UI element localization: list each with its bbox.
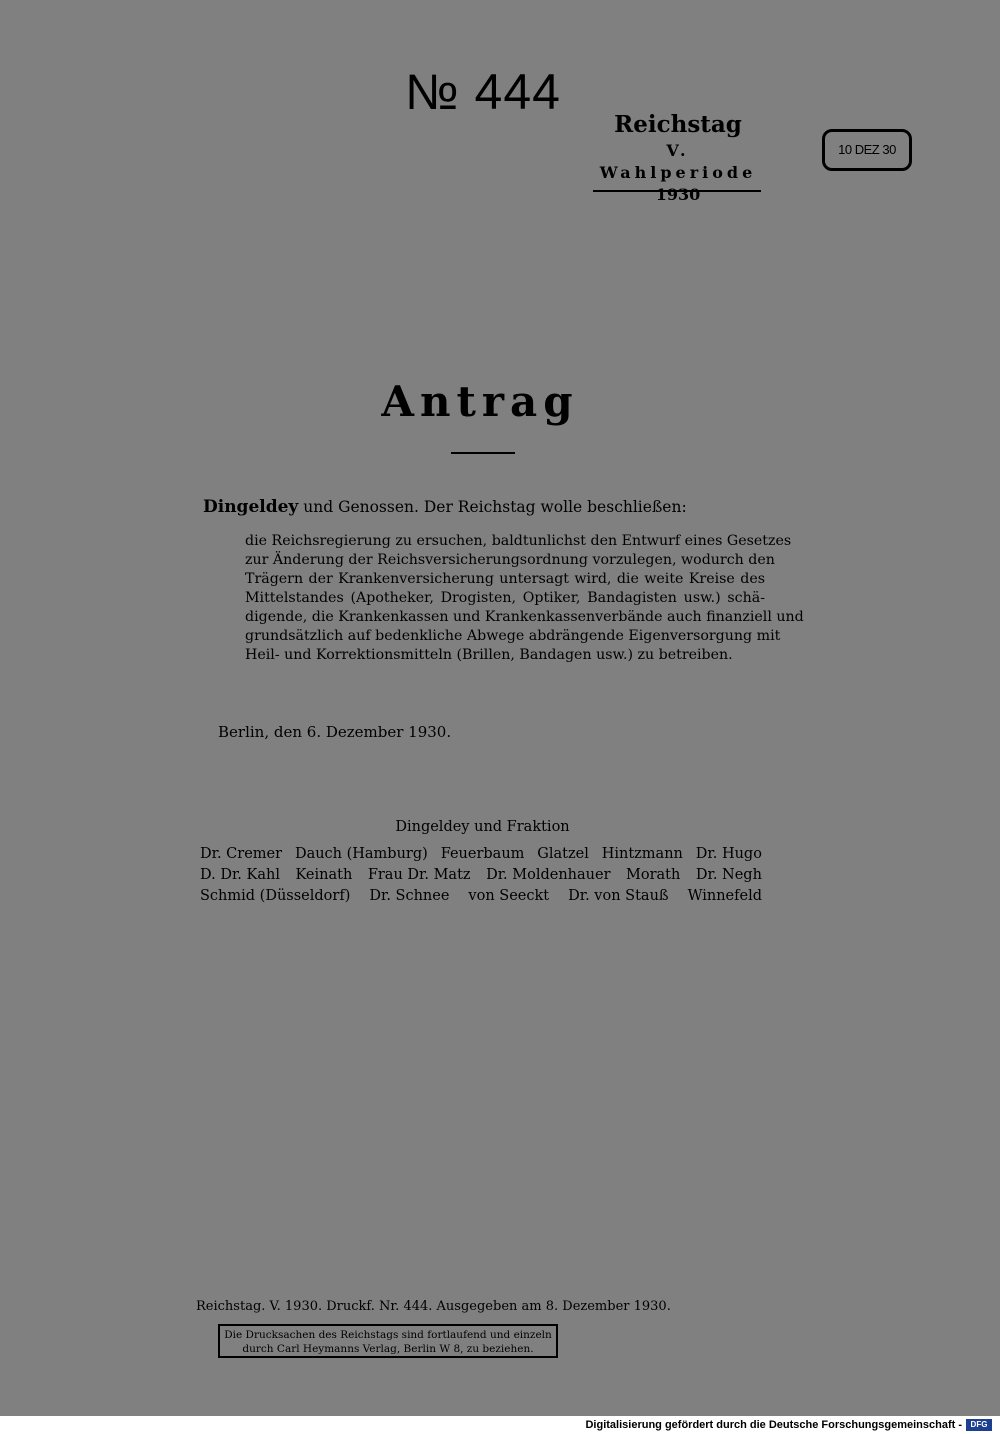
funding-credit: Digitalisierung gefördert durch die Deutsche Forschungsgemeinschaft - bbox=[585, 1419, 962, 1431]
header-divider bbox=[593, 190, 761, 192]
signatory: Dr. Hugo bbox=[695, 846, 762, 862]
intro-text: und Genossen. Der Reichstag wolle beschließen: bbox=[303, 498, 687, 516]
year-label: 1930 bbox=[655, 185, 701, 204]
signature-row bbox=[200, 886, 762, 906]
signatory: Morath bbox=[626, 867, 681, 883]
body-line: die Reichsregierung zu ersuchen, baldtunlichst den Entwurf eines Gesetzes bbox=[245, 533, 792, 549]
signature-row bbox=[200, 844, 762, 864]
body-line: zur Änderung der Reichsversicherungsordnung vorzulegen, wodurch den bbox=[245, 552, 775, 568]
signatory: Frau Dr. Matz bbox=[367, 867, 471, 883]
document-number: № 444 bbox=[405, 64, 561, 120]
proposer-name: Dingeldey bbox=[203, 497, 299, 517]
motion-body bbox=[245, 532, 804, 665]
signatory: Feuerbaum bbox=[440, 846, 525, 862]
date-line: Berlin, den 6. Dezember 1930. bbox=[218, 723, 452, 741]
signatory: Schmid (Düsseldorf) bbox=[200, 888, 351, 904]
signatory: Dr. Cremer bbox=[200, 846, 283, 862]
signatory: von Seeckt bbox=[468, 888, 550, 904]
signatory: Dr. Moldenhauer bbox=[486, 867, 611, 883]
signatory: Glatzel bbox=[537, 846, 589, 862]
body-line: Heil- und Korrektionsmitteln (Brillen, Bandagen usw.) zu betreiben. bbox=[245, 647, 733, 663]
body-line: Mittelstandes (Apotheker, Drogisten, Optiker, Bandagisten usw.) schä- bbox=[245, 590, 765, 606]
publisher-notice-line: Die Drucksachen des Reichstags sind fortlaufend und einzeln bbox=[224, 1329, 552, 1341]
title-divider bbox=[451, 452, 515, 454]
signatory: Winnefeld bbox=[687, 888, 762, 904]
signatory: Keinath bbox=[295, 867, 353, 883]
signature-row bbox=[200, 865, 762, 885]
signatures-heading: Dingeldey und Fraktion bbox=[395, 819, 570, 835]
motion-intro bbox=[203, 496, 783, 518]
signatory: Dauch (Hamburg) bbox=[294, 846, 428, 862]
signatory: Dr. Negh bbox=[695, 867, 762, 883]
signatory: Hintzmann bbox=[601, 846, 683, 862]
publisher-notice bbox=[218, 1324, 558, 1358]
signatory: Dr. von Stauß bbox=[568, 888, 669, 904]
dfg-logo: DFG bbox=[966, 1419, 992, 1431]
print-info-line: Reichstag. V. 1930. Druckf. Nr. 444. Ausgegeben am 8. Dezember 1930. bbox=[196, 1299, 671, 1314]
document-title: Antrag bbox=[381, 377, 579, 426]
publisher-notice-line: durch Carl Heymanns Verlag, Berlin W 8, zu beziehen. bbox=[242, 1343, 534, 1355]
signatory: D. Dr. Kahl bbox=[200, 867, 280, 883]
signatory: Dr. Schnee bbox=[369, 888, 450, 904]
body-line: digende, die Krankenkassen und Krankenkassenverbände auch finanziell und bbox=[245, 609, 804, 625]
reichstag-label: Reichstag bbox=[614, 111, 742, 138]
date-stamp: 10 DEZ 30 bbox=[822, 129, 912, 171]
term-label: V. Wahlperiode bbox=[599, 141, 757, 182]
body-line: grundsätzlich auf bedenkliche Abwege abdrängende Eigenversorgung mit bbox=[245, 628, 781, 644]
body-line: Trägern der Krankenversicherung untersagt wird, die weite Kreise des bbox=[245, 571, 765, 587]
